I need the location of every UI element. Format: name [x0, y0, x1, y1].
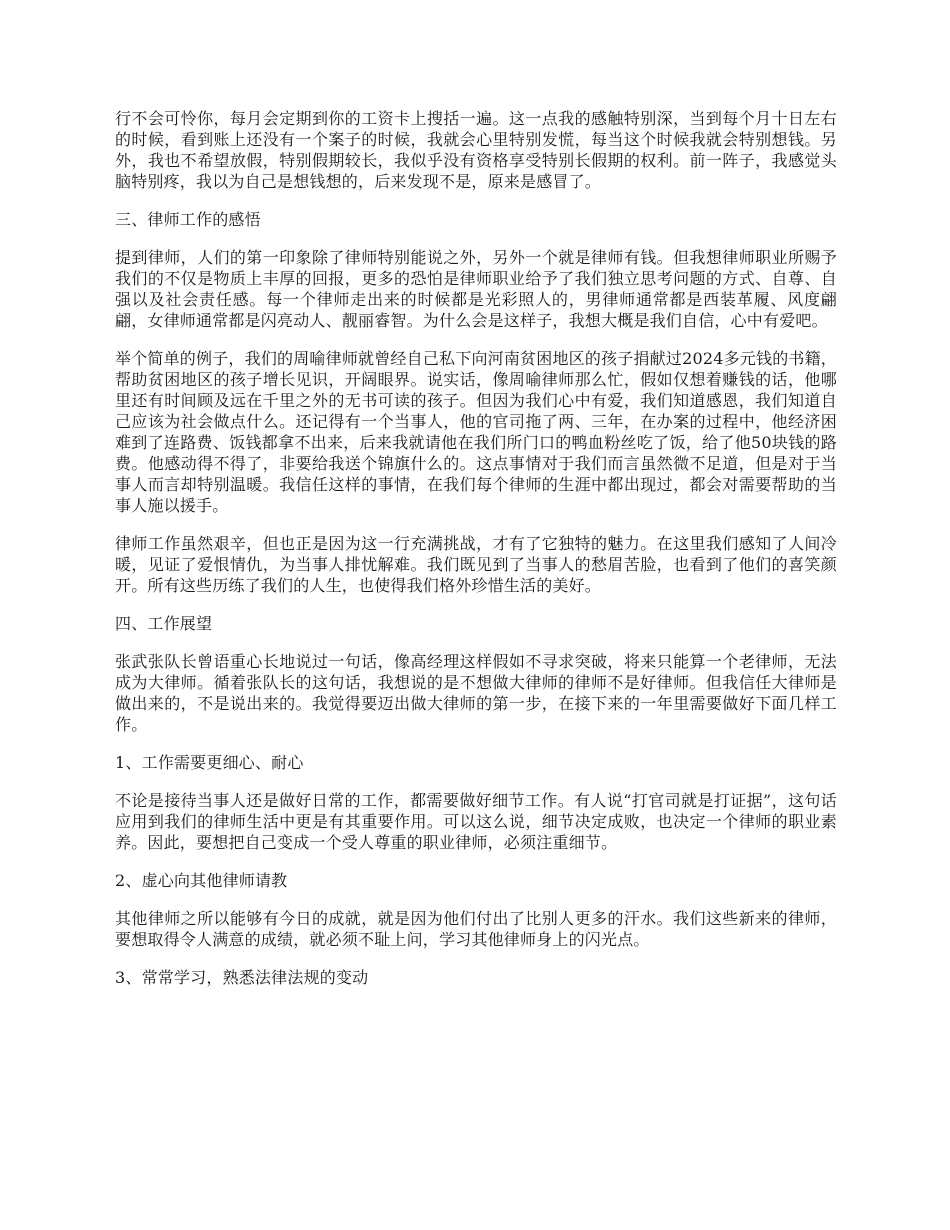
document-page: [115, 108, 837, 1005]
paragraph-details: 不论是接待当事人还是做好日常的工作，都需要做好细节工作。有人说“打官司就是打证据”，这句话应用到我们的律师生活中更是有其重要作用。可以这么说，细节决定成败，也决定一个律师的职业素养。因此，要想把自己变成一个受人尊重的职业律师，必须注重细节。: [115, 791, 837, 852]
subheading-ask-others: 2、虚心向其他律师请教: [115, 871, 288, 890]
paragraph-lawyer-impression: 提到律师，人们的第一印象除了律师特别能说之外，另外一个就是律师有钱。但我想律师职业所赐予我们的不仅是物质上丰厚的回报，更多的恐怕是律师职业给予了我们独立思考问题的方式、自尊、自强以及社会责任感。每一个律师走出来的时候都是光彩照人的，男律师通常都是西装革履、风度翩翩，女律师通常都是闪亮动人、靓丽睿智。为什么会是这样子，我想大概是我们自信，心中有爱吧。: [115, 248, 837, 330]
subheading-keep-learning: 3、常常学习，熟悉法律法规的变动: [115, 968, 369, 987]
paragraph-salary-anxiety: 行不会可怜你，每月会定期到你的工资卡上搜括一遍。这一点我的感触特别深，当到每个月十日左右的时候，看到账上还没有一个案子的时候，我就会心里特别发慌，每当这个时候我就会特别想钱。另外，我也不希望放假，特别假期较长，我似乎没有资格享受特别长假期的权利。前一阵子，我感觉头脑特别疼，我以为自己是想钱想的，后来发现不是，原来是感冒了。: [115, 109, 837, 191]
paragraph-work-charm: 律师工作虽然艰辛，但也正是因为这一行充满挑战，才有了它独特的魅力。在这里我们感知了人间冷暖，见证了爱恨情仇，为当事人排忧解难。我们既见到了当事人的愁眉苦脸，也看到了他们的喜笑颜开。所有这些历练了我们的人生，也使得我们格外珍惜生活的美好。: [115, 534, 837, 595]
paragraph-learn-from-others: 其他律师之所以能够有今日的成就，就是因为他们付出了比别人更多的汗水。我们这些新来的律师，要想取得令人满意的成绩，就必须不耻上问，学习其他律师身上的闪光点。: [115, 909, 837, 949]
paragraph-big-lawyer: 张武张队长曾语重心长地说过一句话，像高经理这样假如不寻求突破，将来只能算一个老律师，无法成为大律师。循着张队长的这句话，我想说的是不想做大律师的律师不是好律师。但我信任大律师是做出来的，不是说出来的。我觉得要迈出做大律师的第一步，在接下来的一年里需要做好下面几样工作。: [115, 652, 837, 734]
section-heading-work-outlook: 四、工作展望: [115, 614, 213, 633]
paragraph-charity-example: 举个简单的例子，我们的周喻律师就曾经自己私下向河南贫困地区的孩子捐献过2024多元钱的书籍，帮助贫困地区的孩子增长见识，开阔眼界。说实话，像周喻律师那么忙，假如仅想着赚钱的话，他哪里还有时间顾及远在千里之外的无书可读的孩子。但因为我们心中有爱，我们知道感恩，我们知道自己应该为社会做点什么。还记得有一个当事人，他的官司拖了两、三年，在办案的过程中，他经济困难到了连路费、饭钱都拿不出来，后来我就请他在我们所门口的鸭血粉丝吃了饭，给了他50块钱的路费。他感动得不得了，非要给我送个锦旗什么的。这点事情对于我们而言虽然微不足道，但是对于当事人而言却特别温暖。我信任这样的事情，在我们每个律师的生涯中都出现过，都会对需要帮助的当事人施以援手。: [115, 349, 837, 515]
section-heading-lawyer-insights: 三、律师工作的感悟: [115, 210, 261, 229]
subheading-careful-patient: 1、工作需要更细心、耐心: [115, 753, 304, 772]
